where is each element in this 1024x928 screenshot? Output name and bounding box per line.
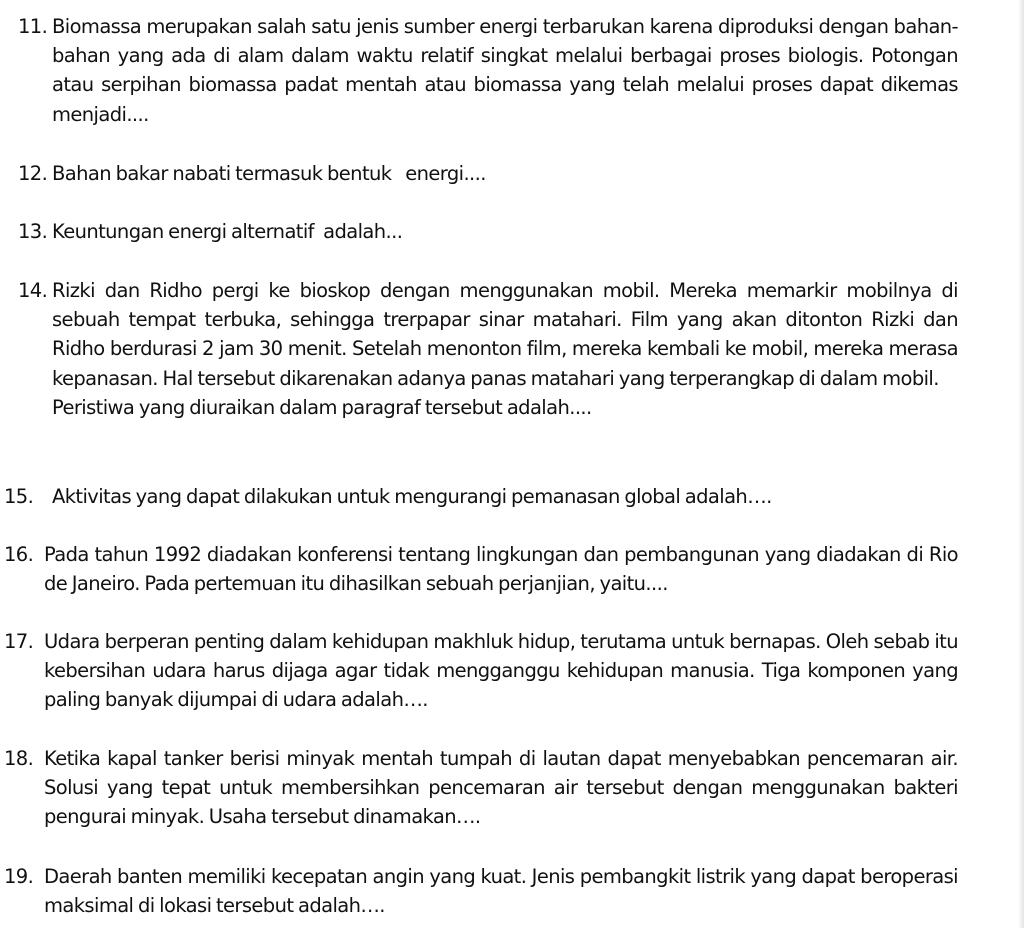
page-edge-shadow — [1018, 0, 1024, 928]
question-text — [44, 482, 958, 511]
question-19 — [4, 862, 958, 920]
question-paragraph: Ketika kapal tanker berisi minyak mentah tumpah di lautan dapat menyebabkan pencemaran air. Solusi yang tepat untuk membersihkan pencemaran air tersebut dengan menggunakan bakteri pengurai minyak. Usaha tersebut dinamakan…. — [44, 747, 958, 829]
question-number: 16. — [4, 543, 34, 566]
question-paragraph: Daerah banten memiliki kecepatan angin yang kuat. Jenis pembangkit listrik yang dapat beroperasi maksimal di lokasi tersebut adalah…. — [44, 865, 958, 918]
question-17 — [4, 627, 958, 715]
question-prompt: Peristiwa yang diuraikan dalam paragraf tersebut adalah.... — [52, 395, 592, 419]
question-paragraph: Udara berperan penting dalam kehidupan makhluk hidup, terutama untuk bernapas. Oleh sebab itu kebersihan udara harus dijaga agar tidak mengganggu kehidupan manusia. Tiga komponen yang paling banyak dijumpai di udara adalah…. — [44, 630, 958, 712]
question-text — [52, 276, 958, 422]
question-number: 11. — [18, 15, 48, 38]
question-paragraph: Keuntungan energi alternatif adalah... — [52, 220, 403, 243]
question-16 — [4, 540, 958, 598]
question-text — [44, 540, 958, 598]
question-15 — [4, 482, 958, 511]
question-number: 15. — [4, 485, 34, 508]
question-14 — [18, 276, 958, 422]
question-11 — [18, 12, 958, 129]
question-number: 18. — [4, 747, 34, 770]
question-number: 12. — [18, 162, 48, 185]
question-13 — [18, 217, 958, 246]
question-number: 19. — [4, 865, 34, 888]
question-paragraph: Rizki dan Ridho pergi ke bioskop dengan menggunakan mobil. Mereka memarkir mobilnya di sebuah tempat terbuka, sehingga trerpapar sinar matahari. Film yang akan ditonton Rizki dan Ridho berdurasi 2 jam 30 menit. Setelah menonton film, mereka kembali ke mobil, mereka merasa kepanasan. Hal tersebut dikarenakan adanya panas matahari yang terperangkap di dalam mobil. — [52, 279, 958, 390]
question-18 — [4, 744, 958, 832]
question-text — [52, 12, 958, 129]
question-text — [44, 744, 958, 832]
question-paragraph: Bahan bakar nabati termasuk bentuk energi.... — [52, 162, 486, 185]
question-paragraph: Pada tahun 1992 diadakan konferensi tentang lingkungan dan pembangunan yang diadakan di Rio de Janeiro. Pada pertemuan itu dihasilkan sebuah perjanjian, yaitu.... — [44, 543, 958, 596]
question-number: 17. — [4, 630, 34, 653]
question-paragraph: Biomassa merupakan salah satu jenis sumber energi terbarukan karena diproduksi dengan bahan-bahan yang ada di alam dalam waktu relatif singkat melalui berbagai proses biologis. Potongan atau serpihan biomassa padat mentah atau biomassa yang telah melalui proses dapat dikemas menjadi.... — [52, 15, 958, 126]
question-text — [44, 627, 958, 715]
question-number: 14. — [18, 279, 48, 302]
question-12 — [18, 159, 958, 188]
question-text — [52, 217, 958, 246]
question-text — [44, 862, 958, 920]
question-text — [52, 159, 958, 188]
question-paragraph: Aktivitas yang dapat dilakukan untuk mengurangi pemanasan global adalah…. — [52, 485, 772, 508]
question-number: 13. — [18, 220, 48, 243]
